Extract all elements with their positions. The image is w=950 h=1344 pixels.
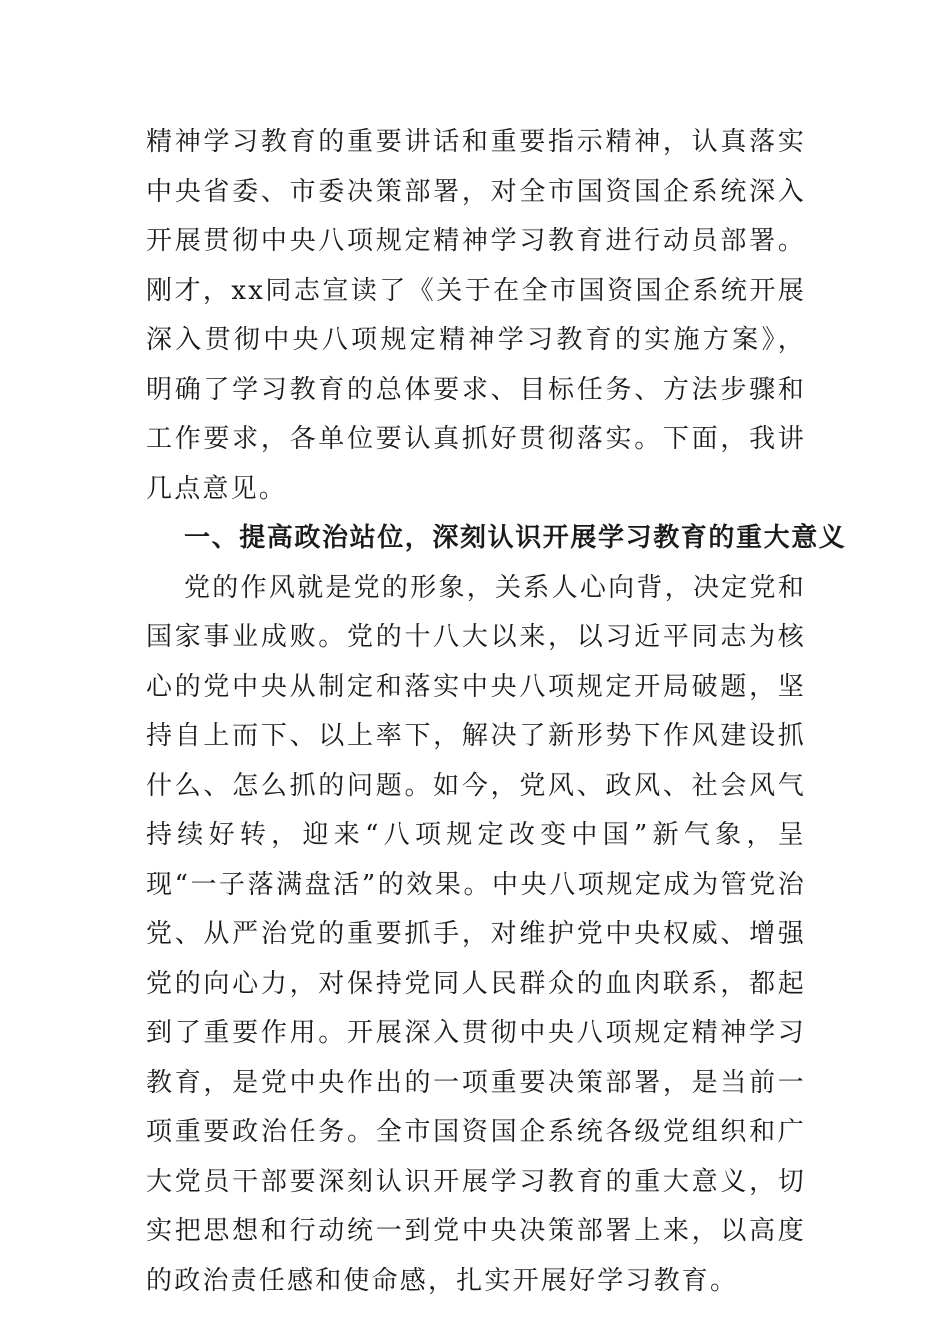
section-heading-1: 一、提高政治站位，深刻认识开展学习教育的重大意义: [184, 523, 847, 553]
document-body: [146, 118, 847, 1306]
body-paragraph-section-1: 党的作风就是党的形象，关系人心向背，决定党和国家事业成败。党的十八大以来，以习近平同志为核心的党中央从制定和落实中央八项规定开局破题，坚持自上而下、以上率下，解决了新形势下作风建设抓什么、怎么抓的问题。如今，党风、政风、社会风气持续好转，迎来“八项规定改变中国”新气象，呈现“一子落满盘活”的效果。中央八项规定成为管党治党、从严治党的重要抓手，对维护党中央权威、增强党的向心力，对保持党同人民群众的血肉联系，都起到了重要作用。开展深入贯彻中央八项规定精神学习教育，是党中央作出的一项重要决策部署，是当前一项重要政治任务。全市国资国企系统各级党组织和广大党员干部要深刻认识开展学习教育的重大意义，切实把思想和行动统一到党中央决策部署上来，以高度的政治责任感和使命感，扎实开展好学习教育。: [146, 572, 806, 1296]
body-paragraph-intro: 精神学习教育的重要讲话和重要指示精神，认真落实中央省委、市委决策部署，对全市国资国企系统深入开展贯彻中央八项规定精神学习教育进行动员部署。刚才，xx同志宣读了《关于在全市国资国企系统开展深入贯彻中央八项规定精神学习教育的实施方案》，明确了学习教育的总体要求、目标任务、方法步骤和工作要求，各单位要认真抓好贯彻落实。下面，我讲几点意见。: [146, 127, 806, 504]
